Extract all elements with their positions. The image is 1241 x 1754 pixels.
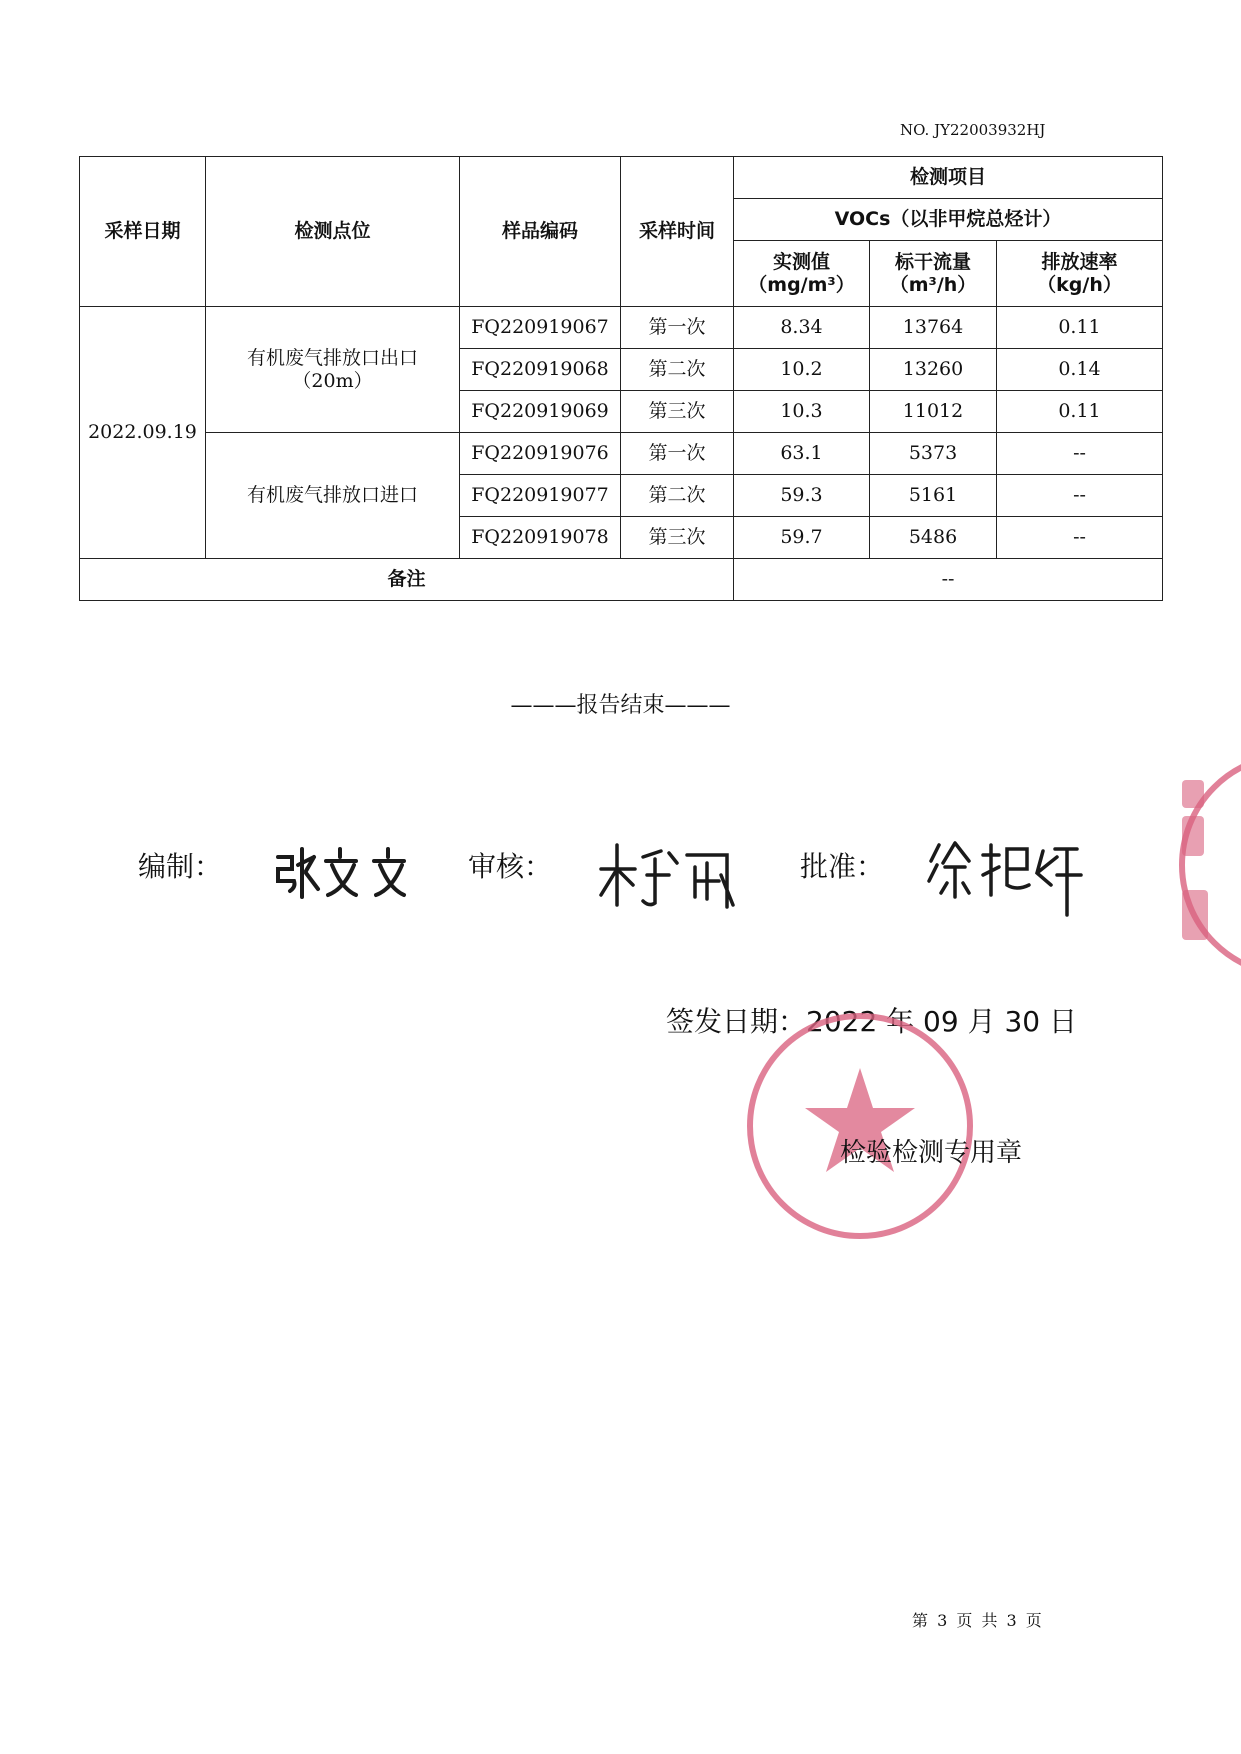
sampling-time-cell: 第一次 <box>621 433 734 475</box>
value-cell: 59.3 <box>734 475 870 517</box>
value-cell: 10.2 <box>734 349 870 391</box>
sampling-time-cell: 第二次 <box>621 475 734 517</box>
official-seal <box>744 1010 976 1242</box>
point-cell-inlet: 有机废气排放口进口 <box>206 433 460 559</box>
sample-code-cell: FQ220919078 <box>460 517 621 559</box>
reviewed-label: 审核： <box>468 850 553 883</box>
flow-cell: 5161 <box>870 475 997 517</box>
remarks-label: 备注 <box>80 559 734 601</box>
issue-date: 签发日期：2022 年 09 月 30 日 <box>666 1005 1078 1038</box>
sampling-time-cell: 第一次 <box>621 307 734 349</box>
sampling-time-cell: 第二次 <box>621 349 734 391</box>
rate-cell: -- <box>997 433 1163 475</box>
value-cell: 63.1 <box>734 433 870 475</box>
header-emission-rate <box>997 241 1163 307</box>
flow-cell: 5373 <box>870 433 997 475</box>
reviewed-signature <box>595 835 745 920</box>
point-cell-outlet: 有机废气排放口出口（20m） <box>206 307 460 433</box>
header-test-items: 检测项目 <box>734 157 1163 199</box>
sampling-time-cell: 第三次 <box>621 391 734 433</box>
value-cell: 59.7 <box>734 517 870 559</box>
results-table <box>79 156 1163 601</box>
end-of-report: ———报告结束——— <box>510 693 731 718</box>
rate-label: 排放速率 <box>1041 250 1118 273</box>
flow-cell: 13260 <box>870 349 997 391</box>
rate-cell: 0.14 <box>997 349 1163 391</box>
value-cell: 10.3 <box>734 391 870 433</box>
compiled-signature <box>270 835 430 915</box>
flow-cell: 11012 <box>870 391 997 433</box>
table-row <box>80 433 1163 475</box>
flow-cell: 5486 <box>870 517 997 559</box>
flow-label: 标干流量 <box>894 250 971 273</box>
sample-code-cell: FQ220919077 <box>460 475 621 517</box>
remarks-value: -- <box>734 559 1163 601</box>
value-cell: 8.34 <box>734 307 870 349</box>
report-number: NO. JY22003932HJ <box>900 121 1046 139</box>
rate-cell: -- <box>997 475 1163 517</box>
rate-cell: -- <box>997 517 1163 559</box>
rate-cell: 0.11 <box>997 391 1163 433</box>
header-test-point: 检测点位 <box>206 157 460 307</box>
measured-value-unit: （mg/m³） <box>748 273 855 296</box>
remarks-row <box>80 559 1163 601</box>
date-cell: 2022.09.19 <box>80 307 206 559</box>
compiled-label: 编制： <box>138 850 223 883</box>
sample-code-cell: FQ220919068 <box>460 349 621 391</box>
sample-code-cell: FQ220919069 <box>460 391 621 433</box>
sampling-time-cell: 第三次 <box>621 517 734 559</box>
sample-code-cell: FQ220919076 <box>460 433 621 475</box>
header-parameter: VOCs（以非甲烷总烃计） <box>734 199 1163 241</box>
rate-unit: （kg/h） <box>1037 273 1122 296</box>
approved-label: 批准： <box>800 850 885 883</box>
table-row <box>80 307 1163 349</box>
header-sampling-time: 采样时间 <box>621 157 734 307</box>
seal-caption: 检验检测专用章 <box>840 1138 1023 1168</box>
header-standard-dry-flow <box>870 241 997 307</box>
header-measured-value <box>734 241 870 307</box>
flow-cell: 13764 <box>870 307 997 349</box>
sample-code-cell: FQ220919067 <box>460 307 621 349</box>
page-footer: 第 3 页 共 3 页 <box>912 1611 1042 1630</box>
partial-seal <box>1176 750 1241 980</box>
flow-unit: （m³/h） <box>889 273 977 296</box>
header-sample-code: 样品编码 <box>460 157 621 307</box>
measured-value-label: 实测值 <box>772 250 830 273</box>
signature-row <box>0 835 1241 925</box>
header-sampling-date: 采样日期 <box>80 157 206 307</box>
approved-signature <box>925 835 1085 925</box>
rate-cell: 0.11 <box>997 307 1163 349</box>
